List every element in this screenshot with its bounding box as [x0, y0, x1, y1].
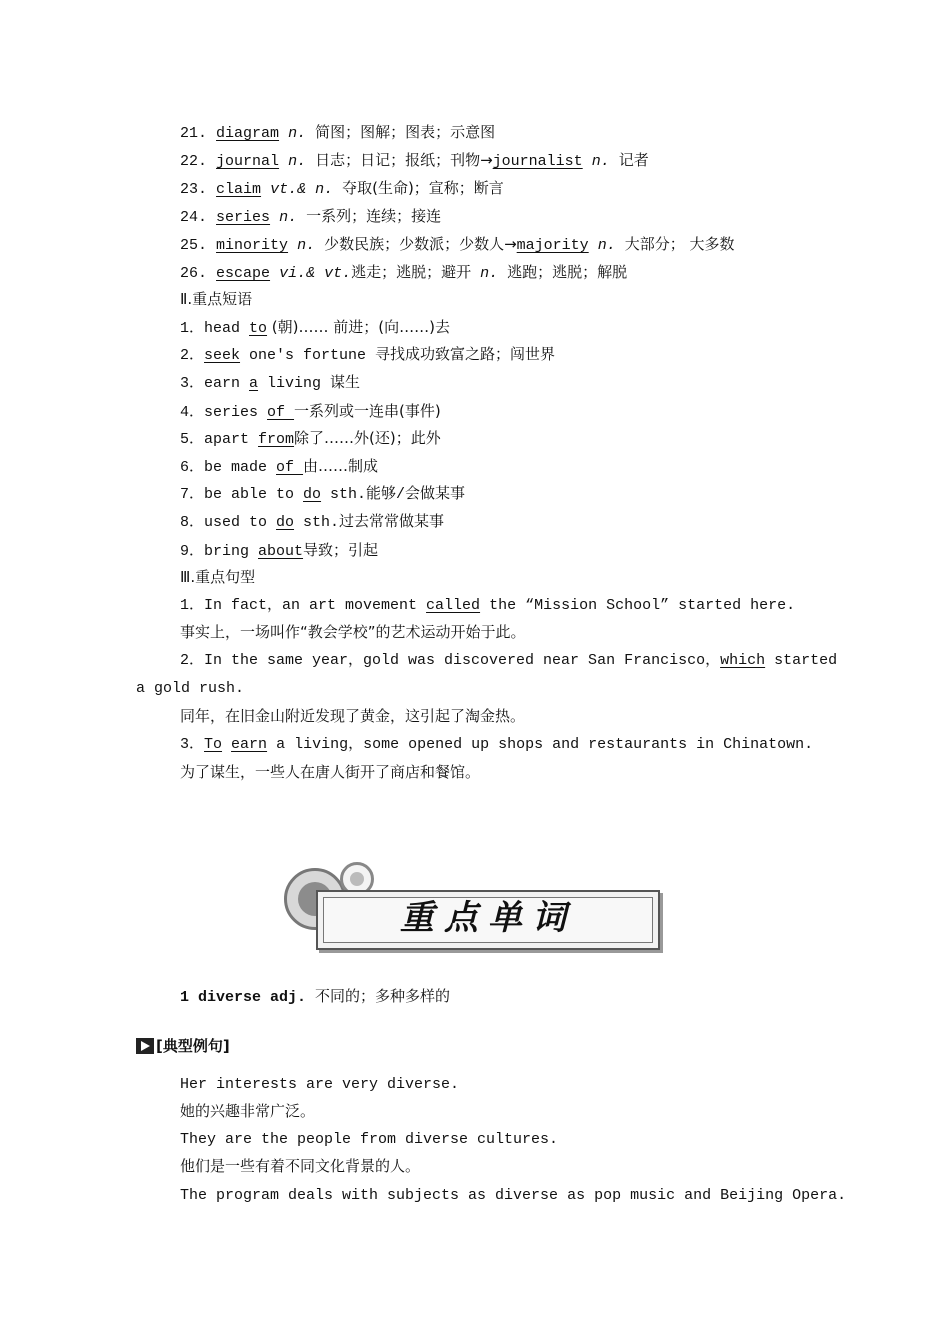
vocab-pos: n.: [288, 153, 307, 170]
example-line: 他们是一些有着不同文化背景的人。: [180, 1157, 421, 1175]
vocab-num: 24.: [180, 209, 208, 226]
examples-heading-label: [典型例句]: [156, 1037, 230, 1055]
phrase-answer: do: [276, 514, 295, 531]
vocab-25: [180, 237, 735, 253]
phrase-text: 7．be able to: [180, 486, 304, 503]
phrase-answer: do: [303, 486, 322, 503]
vocab-num: 21.: [180, 125, 208, 142]
entry-meaning: 不同的；多种多样的: [315, 987, 451, 1005]
play-icon: [136, 1038, 154, 1054]
entry-head: 1 diverse adj.: [180, 989, 307, 1006]
vocab-word: minority: [216, 237, 289, 254]
vocab-word: journal: [216, 153, 280, 170]
phrase-9: [180, 543, 378, 559]
phrase-8: [180, 515, 444, 530]
vocab-21: [180, 125, 495, 141]
vocab-num: 26.: [180, 265, 208, 282]
phrase-text: one's fortune 寻找成功致富之路；闯世界: [240, 347, 556, 364]
sentence-text: 3．: [180, 736, 205, 753]
sentence-2: [180, 653, 837, 668]
vocab-24: [180, 209, 441, 225]
vocab-num: 22.: [180, 153, 208, 170]
sentence-2-translation: 同年，在旧金山附近发现了黄金，这引起了淘金热。: [180, 707, 526, 725]
examples-heading: [136, 1038, 230, 1054]
section-banner: [284, 862, 660, 952]
vocab-meaning: 一系列；连续；接连: [306, 207, 442, 225]
phrase-text: 9．bring: [180, 543, 259, 560]
entry-1: [180, 989, 450, 1005]
vocab-meaning: 简图；图解；图表；示意图: [315, 123, 496, 141]
vocab-derived-meaning: 记者: [618, 151, 649, 169]
phrase-5: [180, 431, 441, 447]
sentence-3: [180, 737, 813, 752]
sentence-text: 2．In the same year，gold was discovered near San Francisco，: [180, 652, 721, 669]
phrase-2: [180, 348, 555, 363]
phrase-text: sth.过去常常做某事: [294, 514, 445, 531]
vocab-pos: n.: [288, 125, 307, 142]
phrase-answer: a: [249, 375, 259, 392]
sentence-text: a living，some opened up shops and restaurants in Chinatown.: [267, 736, 814, 753]
phrase-answer: seek: [204, 347, 241, 364]
phrase-answer: from: [258, 431, 295, 448]
sentence-text: 1．In fact，an art movement: [180, 597, 427, 614]
sentence-text: the “Mission School” started here.: [480, 597, 796, 614]
phrase-text: 5．apart: [180, 431, 259, 448]
vocab-meaning: 少数民族；少数派；少数人→: [324, 235, 517, 253]
phrase-text: 4．series: [180, 404, 268, 421]
vocab-derived-pos: n.: [591, 153, 610, 170]
sentence-answer: To: [204, 736, 223, 753]
vocab-derived: journalist: [492, 153, 583, 170]
sentence-2-continued: a gold rush.: [136, 680, 245, 697]
section-heading-phrases: Ⅱ.重点短语: [180, 290, 253, 308]
banner-box: [316, 890, 660, 950]
vocab-word: claim: [216, 181, 262, 198]
vocab-derived-meaning: 大部分； 大多数: [624, 235, 735, 253]
phrase-text: (朝)…… 前进；(向……)去: [267, 318, 450, 336]
sentence-1-translation: 事实上，一场叫作“教会学校”的艺术运动开始于此。: [180, 623, 526, 641]
phrase-4: [180, 404, 441, 420]
vocab-pos: n.: [297, 237, 316, 254]
phrase-text: 8．used to: [180, 514, 277, 531]
vocab-26: [180, 265, 627, 281]
vocab-meaning: 日志；日记；报纸；刊物→: [315, 151, 493, 169]
phrase-text: 除了……外(还)；此外: [294, 429, 441, 447]
vocab-pos: n.: [279, 209, 298, 226]
vocab-meaning2: 逃跑；逃脱；解脱: [507, 263, 628, 281]
vocab-23: [180, 181, 504, 197]
phrase-text: living 谋生: [258, 375, 361, 392]
vocab-derived-pos: n.: [597, 237, 616, 254]
example-line: The program deals with subjects as diverse as pop music and Beijing Opera.: [180, 1187, 847, 1204]
example-line: They are the people from diverse cultures.: [180, 1131, 559, 1148]
sentence-3-translation: 为了谋生，一些人在唐人街开了商店和餐馆。: [180, 763, 481, 781]
phrase-text: 1．head: [180, 320, 250, 337]
section-heading-sentences: Ⅲ.重点句型: [180, 568, 256, 586]
vocab-word: series: [216, 209, 271, 226]
phrase-text: 一系列或一连串(事件): [294, 402, 441, 420]
phrase-answer: of: [267, 404, 295, 421]
example-line: Her interests are very diverse.: [180, 1076, 460, 1093]
sentence-text: started: [765, 652, 838, 669]
sentence-answer: earn: [231, 736, 268, 753]
sentence-answer: called: [426, 597, 481, 614]
example-line: 她的兴趣非常广泛。: [180, 1102, 316, 1120]
vocab-derived: majority: [516, 237, 589, 254]
phrase-1: [180, 320, 450, 336]
vocab-num: 25.: [180, 237, 208, 254]
phrase-answer: to: [249, 320, 268, 337]
vocab-word: escape: [216, 265, 271, 282]
vocab-word: diagram: [216, 125, 280, 142]
phrase-answer: about: [258, 543, 304, 560]
phrase-text: 6．be made: [180, 459, 277, 476]
vocab-num: 23.: [180, 181, 208, 198]
phrase-6: [180, 459, 378, 475]
phrase-text: 2．: [180, 347, 205, 364]
phrase-text: 导致；引起: [303, 541, 379, 559]
phrase-text: 由……制成: [303, 457, 379, 475]
phrase-text: 3．earn: [180, 375, 250, 392]
banner-circle-small-inner: [350, 872, 364, 886]
vocab-meaning: 夺取(生命)；宣称；断言: [342, 179, 504, 197]
banner-title: 重点单词: [400, 898, 576, 938]
vocab-meaning: 逃走；逃脱；避开: [351, 263, 472, 281]
vocab-pos: vt.& n.: [270, 181, 334, 198]
sentence-1: [180, 598, 795, 613]
phrase-text: sth.能够/会做某事: [321, 486, 466, 503]
vocab-22: [180, 153, 649, 169]
phrase-3: [180, 376, 360, 391]
vocab-pos2: n.: [480, 265, 499, 282]
vocab-pos: vi.& vt.: [279, 265, 352, 282]
phrase-answer: of: [276, 459, 304, 476]
sentence-answer: which: [720, 652, 766, 669]
phrase-7: [180, 487, 465, 502]
